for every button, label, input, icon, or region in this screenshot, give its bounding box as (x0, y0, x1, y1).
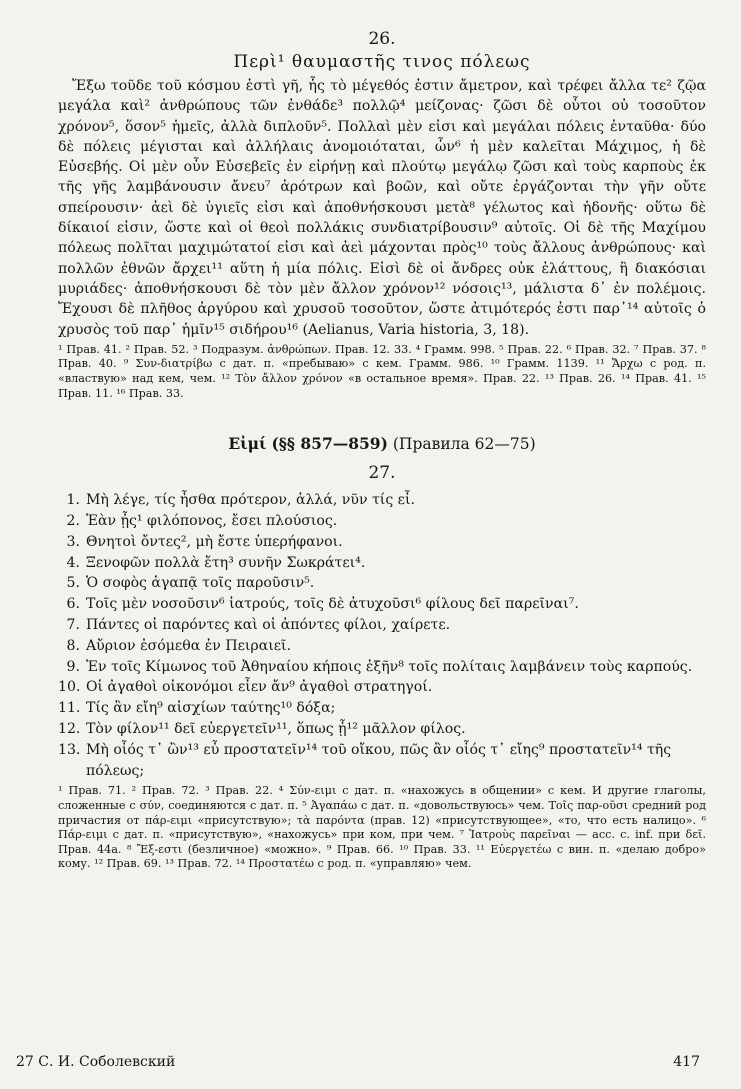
item-text: Ξενοφῶν πολλὰ ἔτη³ συνῆν Σωκράτει⁴. (86, 554, 366, 571)
section-number: 26. (368, 29, 396, 49)
list-item (58, 657, 706, 678)
item-number: 3. (66, 533, 80, 550)
list-item (58, 594, 706, 615)
item-number: 7. (66, 617, 80, 634)
signature-mark: 27 С. И. Соболевский (16, 1054, 176, 1070)
item-text: Τὸν φίλον¹¹ δεῖ εὐεργετεῖν¹¹, ὅπως ᾖ¹² μᾶλλον φίλος. (86, 721, 466, 737)
reading-passage: Ἔξω τοῦδε τοῦ κόσμου ἐστὶ γῆ, ἧς τὸ μέγεθός ἐστιν ἄμετρον, καὶ τρέφει ἄλλα τε² ζῷα μεγάλα καὶ² ἀνθρώπους τῶν ἐνθάδε³ πολλῷ⁴ μείζονας· ζῶσι δὲ οὗτοι οὐ τοσοῦτον χρόνον⁵, ὅσον⁵ ἡμεῖς, ἀλλὰ διπλοῦν⁵. Πολλαὶ μὲν εἰσι καὶ μεγάλαι πόλεις ἐνταῦθα· δύο δὲ πόλεις μέγισται καὶ ἀλλήλαις ἀνομοιόταται, ὧν⁶ ἡ μὲν καλεῖται Μάχιμος, ἡ δὲ Εὐσεβής. Οἱ μὲν οὖν Εὐσεβεῖς ἐν εἰρήνῃ καὶ πλούτῳ μεγάλῳ ζῶσι καὶ τοὺς καρποὺς ἐκ τῆς γῆς λαμβάνουσιν ἄνευ⁷ ἀρότρων καὶ βοῶν, καὶ οὔτε ἐργάζονται τὴν γῆν οὔτε σπείρουσιν· ἀεὶ δὲ ὑγιεῖς εἰσι καὶ ἀποθνήσκουσι μετὰ⁸ γέλωτος καὶ ἡδονῆς· οὕτω δὲ δίκαιοί εἰσιν, ὥστε καὶ οἱ θεοὶ πολλάκις συνδιατρίβουσιν⁹ αὐτοῖς. Οἱ δὲ τῆς Μαχίμου πόλεως πολῖται μαχιμώτατοί εἰσι καὶ ἀεὶ μάχονται πρὸς¹⁰ τοὺς ἄλλους ἀνθρώπους· καὶ πολλῶν ἐθνῶν ἄρχει¹¹ αὕτη ἡ μία πόλις. Εἰσὶ δὲ οἱ ἄνδρες οὐκ ἐλάττους, ἢ διακόσιαι μυριάδες· ἀποθνήσκουσι δὲ τὸν μὲν ἄλλον χρόνον¹² νόσοις¹³, μάλιστα δ᾽ ἐν πολέμοις. Ἔχουσι δὲ πλῆθος ἀργύρου καὶ χρυσοῦ τοσοῦτον, ὥστε ἀτιμότερός ἐστι παρ᾽¹⁴ αὐτοῖς ὁ χρυσὸς τοῦ παρ᾽ ἡμῖν¹⁵ σιδήρου¹⁶ (Aelianus, Varia historia, 3, 18). (58, 78, 706, 338)
list-item (58, 511, 706, 532)
list-item (58, 553, 706, 574)
list-item (58, 490, 706, 511)
heading-word: Εἰμί (228, 434, 267, 454)
list-item (58, 615, 706, 636)
section-number: 27. (368, 463, 396, 484)
heading-paragraphs: (§§ 857—859) (271, 434, 388, 454)
list-item (58, 573, 706, 594)
heading-rules: (Правила 62—75) (392, 435, 536, 454)
lesson-heading (58, 433, 706, 455)
item-number: 12. (58, 721, 81, 737)
item-text: Τίς ἂν εἴη⁹ αἰσχίων ταύτης¹⁰ δόξα; (86, 700, 336, 717)
item-text: Ὁ σοφὸς ἀγαπᾷ τοῖς παροῦσιν⁵. (86, 575, 315, 592)
list-item (58, 740, 706, 782)
footnotes: ¹ Прав. 71. ² Прав. 72. ³ Прав. 22. ⁴ Σύν-ειμι с дат. п. «нахожусь в общении» с кем. И другие глаголы, сложенные с σύν, соединяются с дат. п. ⁵ Ἀγαπάω с дат. п. «довольствуюсь» чем. Τοῖς παρ-οῦσι средний род причастия от πάρ-ειμι «присутствую»; τὰ παρόντα (прав. 12) «присутствующее», «то, что есть налицо». ⁶ Πάρ-ειμι с дат. п. «присутствую», «нахожусь» при ком, при чем. ⁷ Ἰατροὺς παρεῖναι — acc. c. inf. при δεῖ. Прав. 44а. ⁸ Ἔξ-εστι (безличное) «можно». ⁹ Прав. 66. ¹⁰ Прав. 33. ¹¹ Εὐεργετέω с вин. п. «делаю добро» кому. ¹² Прав. 69. ¹³ Прав. 72. ¹⁴ Προστατέω с род. п. «управляю» чем. (58, 784, 706, 871)
item-text: Τοῖς μὲν νοσοῦσιν⁶ ἰατρούς, τοῖς δὲ ἀτυχοῦσι⁶ φίλους δεῖ παρεῖναι⁷. (86, 596, 579, 613)
item-text: Θνητοὶ ὄντες², μὴ ἔστε ὑπερήφανοι. (86, 533, 343, 550)
item-number: 6. (66, 596, 80, 613)
item-number: 4. (66, 554, 80, 571)
item-number: 10. (58, 679, 81, 696)
item-text: Μὴ λέγε, τίς ἦσθα πρότερον, ἀλλά, νῦν τίς εἶ. (86, 492, 415, 509)
section-title: Περὶ¹ θαυμαστῆς τινος πόλεως (233, 52, 531, 72)
item-number: 2. (66, 513, 80, 530)
list-item (58, 698, 706, 719)
item-number: 13. (58, 741, 81, 758)
item-text: Ἐν τοῖς Κίμωνος τοῦ Ἀθηναίου κήποις ἐξῆν⁸ τοῖς πολίταις λαμβάνειν τοὺς καρπούς. (86, 658, 693, 675)
list-item (58, 532, 706, 553)
page-number: 417 (673, 1054, 700, 1070)
item-text: Αὔριον ἐσόμεθα ἐν Πειραιεῖ. (86, 637, 292, 654)
sentence-list (58, 490, 706, 781)
item-number: 8. (66, 637, 80, 654)
footnotes: ¹ Прав. 41. ² Прав. 52. ³ Подразум. ἀνθρώπων. Прав. 12. 33. ⁴ Грамм. 998. ⁵ Прав. 22. ⁶ Прав. 32. ⁷ Прав. 37. ⁸ Прав. 40. ⁹ Συν-διατρίβω с дат. п. «пребываю» с кем. Грамм. 986. ¹⁰ Грамм. 1139. ¹¹ Ἄρχω с род. п. «властвую» над кем, чем. ¹² Τὸν ἄλλον χρόνον «в остальное время». Прав. 22. ¹³ Прав. 26. ¹⁴ Прав. 41. ¹⁵ Прав. 11. ¹⁶ Прав. 33. (58, 342, 706, 400)
item-number: 11. (58, 700, 81, 717)
item-text: Πάντες οἱ παρόντες καὶ οἱ ἀπόντες φίλοι, χαίρετε. (86, 617, 451, 634)
item-number: 5. (66, 575, 80, 592)
item-text: Οἱ ἀγαθοὶ οἰκονόμοι εἶεν ἄν⁹ ἀγαθοὶ στρατηγοί. (86, 679, 433, 696)
item-text: Μὴ οἷός τ᾽ ὢν¹³ εὖ προστατεῖν¹⁴ τοῦ οἴκου, πῶς ἂν οἷός τ᾽ εἴης⁹ προστατεῖν¹⁴ τῆς πόλεως; (86, 741, 672, 779)
page-body (58, 28, 706, 872)
list-item (58, 636, 706, 657)
item-number: 9. (66, 658, 80, 675)
list-item (58, 677, 706, 698)
item-text: Ἐὰν ᾖς¹ φιλόπονος, ἔσει πλούσιος. (86, 513, 338, 530)
item-number: 1. (66, 492, 80, 509)
list-item (58, 719, 706, 740)
